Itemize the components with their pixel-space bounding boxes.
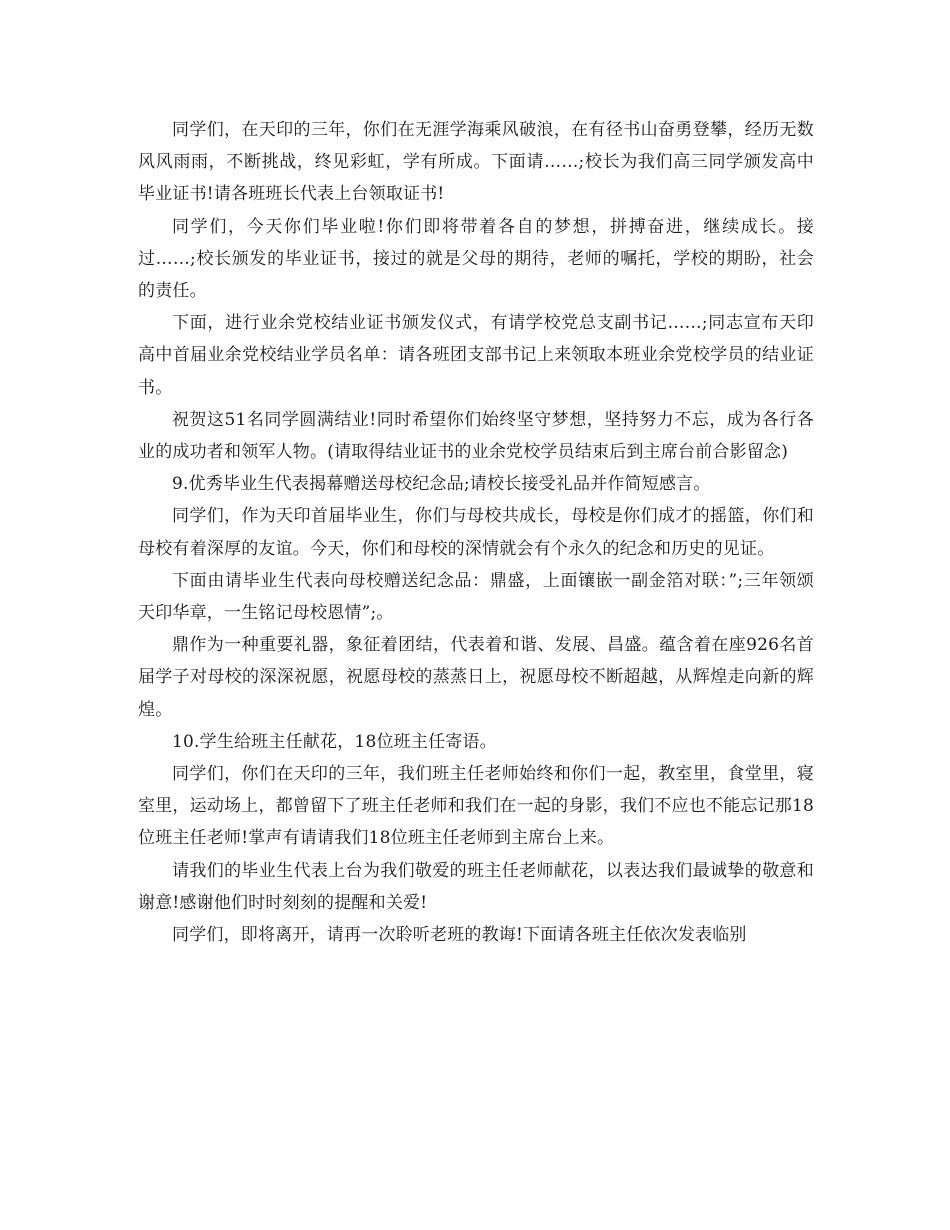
paragraph-1: 同学们，在天印的三年，你们在无涯学海乘风破浪，在有径书山奋勇登攀，经历无数风风雨雨，不断挑战，终见彩虹，学有所成。下面请……;校长为我们高三同学颁发高中毕业证书!请各班班长代表上台领取证书! [138, 120, 814, 205]
paragraph-12: 同学们，即将离开，请再一次聆听老班的教诲!下面请各班主任依次发表临别 [172, 925, 747, 946]
paragraph-6: 同学们，作为天印首届毕业生，你们与母校共成长，母校是你们成才的摇篮，你们和母校有着深厚的友谊。今天，你们和母校的深情就会有个永久的纪念和历史的见证。 [138, 506, 814, 559]
paragraph-2: 同学们，今天你们毕业啦!你们即将带着各自的梦想，拼搏奋进，继续成长。接过……;校长颁发的毕业证书，接过的就是父母的期待，老师的嘱托，学校的期盼，社会的责任。 [138, 216, 814, 302]
paragraph-3: 下面，进行业余党校结业证书颁发仪式，有请学校党总支副书记……;同志宣布天印高中首届业余党校结业学员名单：请各班团支部书记上来领取本班业余党校学员的结业证书。 [138, 313, 814, 398]
paragraph-10: 同学们，你们在天印的三年，我们班主任老师始终和你们一起，教室里，食堂里，寝室里，运动场上，都曾留下了班主任老师和我们在一起的身影，我们不应也不能忘记那18位班主任老师!掌声有请请我们18位班主任老师到主席台上来。 [138, 764, 814, 849]
paragraph-8: 鼎作为一种重要礼器，象征着团结，代表着和谐、发展、昌盛。蕴含着在座926名首届学子对母校的深深祝愿，祝愿母校的蒸蒸日上，祝愿母校不断超越，从辉煌走向新的辉煌。 [138, 635, 814, 720]
paragraph-7: 下面由请毕业生代表向母校赠送纪念品：鼎盛，上面镶嵌一副金箔对联：”;三年领颂天印华章，一生铭记母校恩情”;。 [138, 570, 814, 624]
paragraph-9: 10.学生给班主任献花，18位班主任寄语。 [172, 731, 497, 752]
document-body [138, 114, 814, 951]
paragraph-5: 9.优秀毕业生代表揭幕赠送母校纪念品;请校长接受礼品并作简短感言。 [172, 474, 711, 495]
paragraph-4: 祝贺这51名同学圆满结业!同时希望你们始终坚守梦想，坚持努力不忘，成为各行各业的成功者和领军人物。(请取得结业证书的业余党校学员结束后到主席台前合影留念) [138, 409, 814, 463]
paragraph-11: 请我们的毕业生代表上台为我们敬爱的班主任老师献花，以表达我们最诚挚的敬意和谢意!感谢他们时时刻刻的提醒和关爱! [138, 860, 814, 913]
